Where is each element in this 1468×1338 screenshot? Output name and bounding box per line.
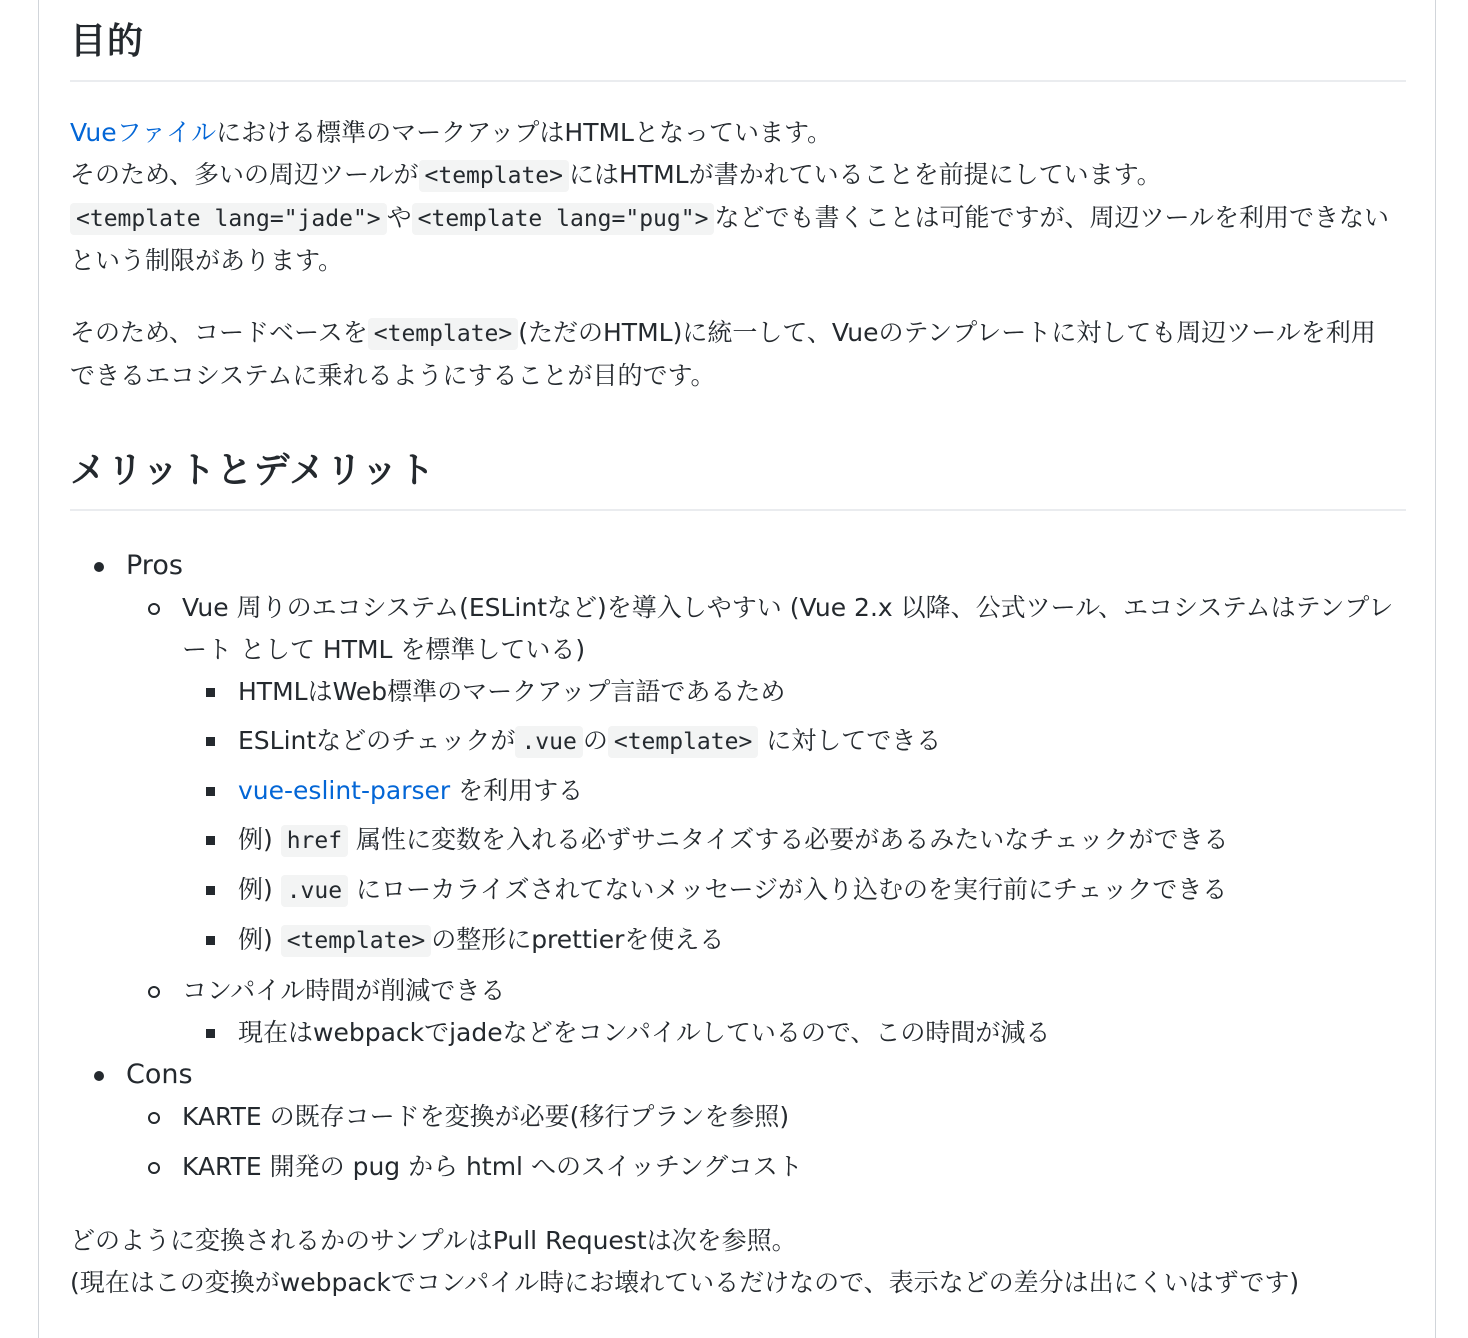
text: 例): [238, 925, 281, 954]
text: などでも書くことは可能ですが、周辺ツールを利用できないという制限があります。: [70, 203, 1389, 275]
paragraph-intro: [70, 112, 1400, 282]
text: そのため、多いの周辺ツールが: [70, 160, 419, 189]
bullet-square-icon: [206, 688, 215, 697]
text: にローカライズされてないメッセージが入り込むのを実行前にチェックできる: [348, 875, 1228, 904]
text: に対してできる: [758, 726, 942, 755]
section-heading-pros-cons: メリットとデメリット: [70, 447, 1406, 511]
list-item: [182, 1012, 1406, 1054]
list-item-text: Vue 周りのエコシステム(ESLintなど)を導入しやすい (Vue 2.x 以降、公式ツール、エコシステムはテンプレート として HTML を標準している): [182, 593, 1394, 664]
text: ESLintなどのチェックが: [238, 726, 516, 755]
list-item: [126, 1096, 1406, 1138]
paragraph-sample-note: [70, 1220, 1400, 1304]
cons-sublist: [126, 1096, 1406, 1188]
list-item: [182, 919, 1406, 962]
text: (ただのHTML)に統一して、Vueのテンプレートに対しても周辺ツールを利用できるエコシステムに乗れるようにすることが目的です。: [70, 318, 1376, 390]
list-item-text: 現在はwebpackでjadeなどをコンパイルしているので、この時間が減る: [238, 1018, 1051, 1047]
list-item: [126, 587, 1406, 962]
text: そのため、コードベースを: [70, 318, 368, 347]
bullet-circle-icon: [148, 603, 160, 615]
text: の: [582, 726, 608, 755]
inline-code: href: [281, 825, 348, 857]
text: どのように変換されるかのサンプルはPull Requestは次を参照。: [70, 1226, 797, 1255]
list-item-text: KARTE 開発の pug から html へのスイッチングコスト: [182, 1152, 803, 1181]
inline-code: <template>: [419, 160, 569, 192]
list-item-cons: [70, 1054, 1406, 1188]
bullet-disc-icon: [94, 562, 104, 572]
list-item-text: HTMLはWeb標準のマークアップ言語であるため: [238, 677, 786, 706]
vue-eslint-parser-link[interactable]: vue-eslint-parser: [238, 776, 451, 805]
section-heading-purpose: 目的: [70, 18, 1406, 82]
inline-code: <template lang="pug">: [412, 203, 715, 235]
pros-detail-list: [182, 671, 1406, 962]
text: 例): [238, 875, 281, 904]
text: における標準のマークアップはHTMLとなっています。: [216, 118, 832, 147]
list-item: [126, 1146, 1406, 1188]
bullet-disc-icon: [94, 1071, 104, 1081]
inline-code: <template>: [368, 318, 518, 350]
bullet-square-icon: [206, 1029, 215, 1038]
pros-sublist: [126, 587, 1406, 1054]
list-item-label: Cons: [126, 1059, 193, 1090]
list-item-pros: [70, 545, 1406, 1054]
pros-detail-list: [182, 1012, 1406, 1054]
text: 属性に変数を入れる必ずサニタイズする必要があるみたいなチェックができる: [348, 825, 1229, 854]
inline-code: .vue: [281, 875, 348, 907]
bullet-square-icon: [206, 936, 215, 945]
list-item: [182, 869, 1406, 912]
bullet-square-icon: [206, 836, 215, 845]
pros-cons-list: [70, 545, 1406, 1188]
list-item: [182, 819, 1406, 862]
bullet-square-icon: [206, 886, 215, 895]
paragraph-goal: [70, 312, 1400, 397]
text: 例): [238, 825, 281, 854]
text: を利用する: [450, 776, 584, 805]
text: の整形にprettierを使える: [431, 925, 725, 954]
bullet-square-icon: [206, 787, 215, 796]
list-item: [182, 770, 1406, 812]
list-item: [182, 671, 1406, 713]
list-item-label: Pros: [126, 550, 183, 581]
list-item: [182, 720, 1406, 763]
inline-code: <template>: [608, 726, 758, 758]
inline-code: <template>: [281, 925, 431, 957]
list-item-text: コンパイル時間が削減できる: [182, 976, 506, 1005]
bullet-circle-icon: [148, 1112, 160, 1124]
inline-code: <template lang="jade">: [70, 203, 387, 235]
bullet-circle-icon: [148, 1162, 160, 1174]
inline-code: .vue: [515, 726, 582, 758]
bullet-circle-icon: [148, 986, 160, 998]
vue-file-link[interactable]: Vueファイル: [70, 118, 217, 147]
text: や: [386, 203, 412, 232]
list-item: [126, 970, 1406, 1054]
bullet-square-icon: [206, 737, 215, 746]
list-item-text: KARTE の既存コードを変換が必要(移行プランを参照): [182, 1102, 790, 1131]
text: にはHTMLが書かれていることを前提にしています。: [569, 160, 1162, 189]
text: (現在はこの変換がwebpackでコンパイル時にお壊れているだけなので、表示などの差分は出にくいはずです): [70, 1268, 1300, 1297]
